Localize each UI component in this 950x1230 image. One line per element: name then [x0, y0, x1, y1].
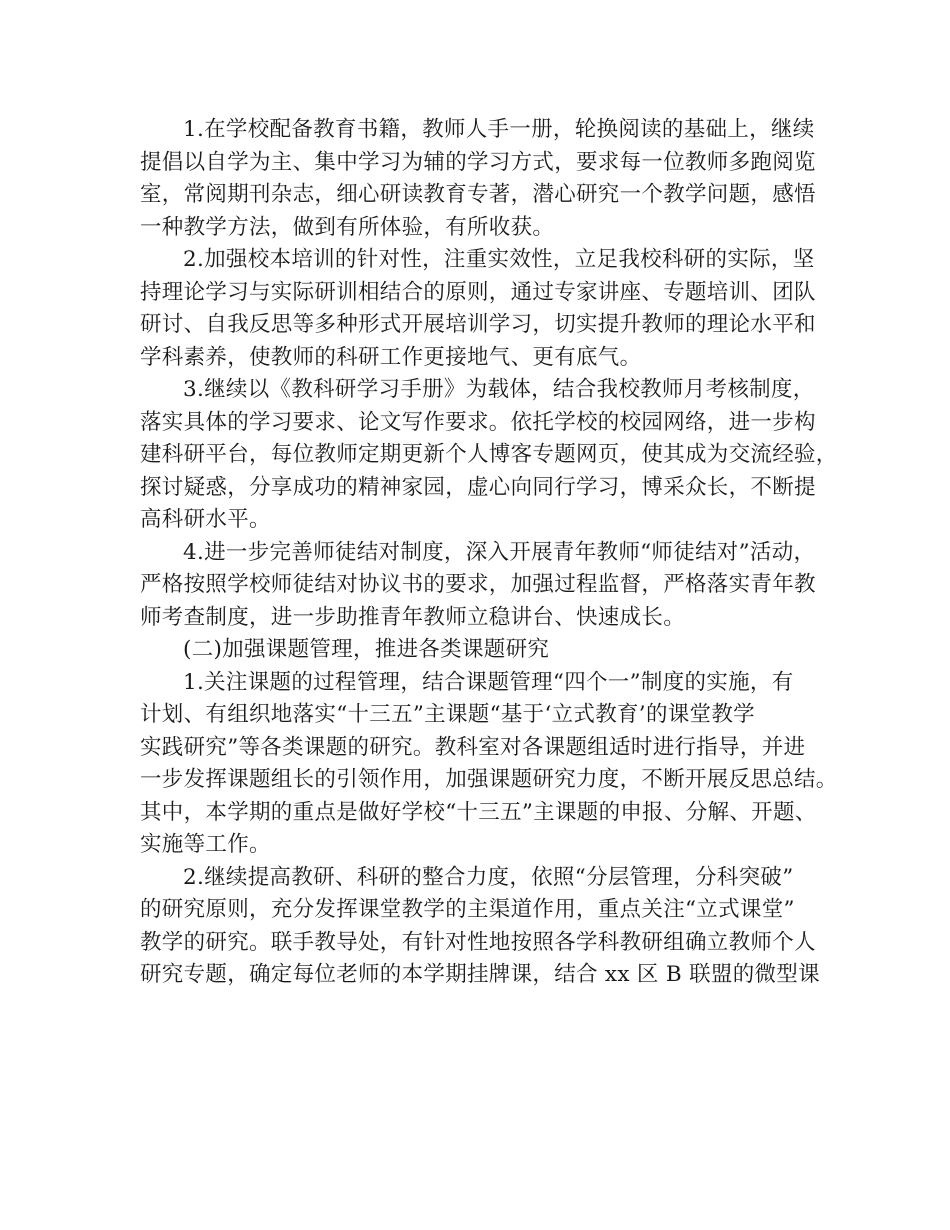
paragraph-line: 落实具体的学习要求、论文写作要求。依托学校的校园网络，进一步构 — [140, 409, 816, 435]
paragraph-first-line: 3.继续以《教科研学习手册》为载体，结合我校教师月考核制度， — [183, 377, 815, 402]
paragraph-first-line: 2.加强校本培训的针对性，注重实效性，立足我校科研的实际，坚 — [183, 247, 815, 272]
paragraph-line: 实施等工作。 — [140, 832, 271, 857]
paragraph-line: 师考查制度，进一步助推青年教师立稳讲台、快速成长。 — [140, 604, 686, 630]
paragraph-line: 室，常阅期刊杂志，细心研读教育专著，潜心研究一个教学问题，感悟 — [140, 182, 816, 207]
paragraph-line: 的研究原则，充分发挥课堂教学的主渠道作用，重点关注“立式课堂” — [140, 897, 795, 922]
paragraph-first-line: 1.在学校配备教育书籍，教师人手一册，轮换阅读的基础上，继续 — [183, 117, 815, 142]
paragraph-line: 持理论学习与实际研训相结合的原则，通过专家讲座、专题培训、团队 — [140, 279, 816, 305]
paragraph-line: 研究专题，确定每位老师的本学期挂牌课，结合 xx 区 B 联盟的微型课 — [140, 962, 820, 987]
paragraph-line: 教学的研究。联手教导处，有针对性地按照各学科教研组确立教师个人 — [140, 929, 816, 955]
paragraph-first-line: (二)加强课题管理，推进各类课题研究 — [183, 637, 550, 662]
paragraph-line: 提倡以自学为主、集中学习为辅的学习方式，要求每一位教师多跑阅览 — [140, 149, 816, 175]
paragraph-line: 研讨、自我反思等多种形式开展培训学习，切实提升教师的理论水平和 — [140, 312, 816, 337]
paragraph-first-line: 1.关注课题的过程管理，结合课题管理“四个一”制度的实施，有 — [183, 669, 794, 695]
paragraph-line: 一步发挥课题组长的引领作用，加强课题研究力度，不断开展反思总结。 — [140, 767, 838, 792]
paragraph-line: 学科素养，使教师的科研工作更接地气、更有底气。 — [140, 344, 642, 370]
paragraph-first-line: 2.继续提高教研、科研的整合力度，依照“分层管理，分科突破” — [183, 864, 794, 890]
paragraph-line: 计划、有组织地落实“十三五”主课题“基于‘立式教育’的课堂教学 — [140, 702, 755, 727]
paragraph-line: 建科研平台，每位教师定期更新个人博客专题网页，使其成为交流经验， — [140, 442, 838, 467]
paragraph-line: 实践研究”等各类课题的研究。教科室对各课题组适时进行指导，并进 — [140, 734, 806, 760]
paragraph-first-line: 4.进一步完善师徒结对制度，深入开展青年教师“师徒结对”活动， — [183, 539, 816, 565]
paragraph-line: 严格按照学校师徒结对协议书的要求，加强过程监督，严格落实青年教 — [140, 572, 816, 597]
paragraph-line: 其中，本学期的重点是做好学校“十三五”主课题的申报、分解、开题、 — [140, 799, 817, 825]
paragraph-line: 一种教学方法，做到有所体验，有所收获。 — [140, 214, 555, 240]
paragraph-line: 高科研水平。 — [140, 507, 271, 532]
paragraph-line: 探讨疑惑，分享成功的精神家园，虚心向同行学习，博采众长，不断提 — [140, 474, 816, 500]
document-body — [140, 114, 838, 992]
